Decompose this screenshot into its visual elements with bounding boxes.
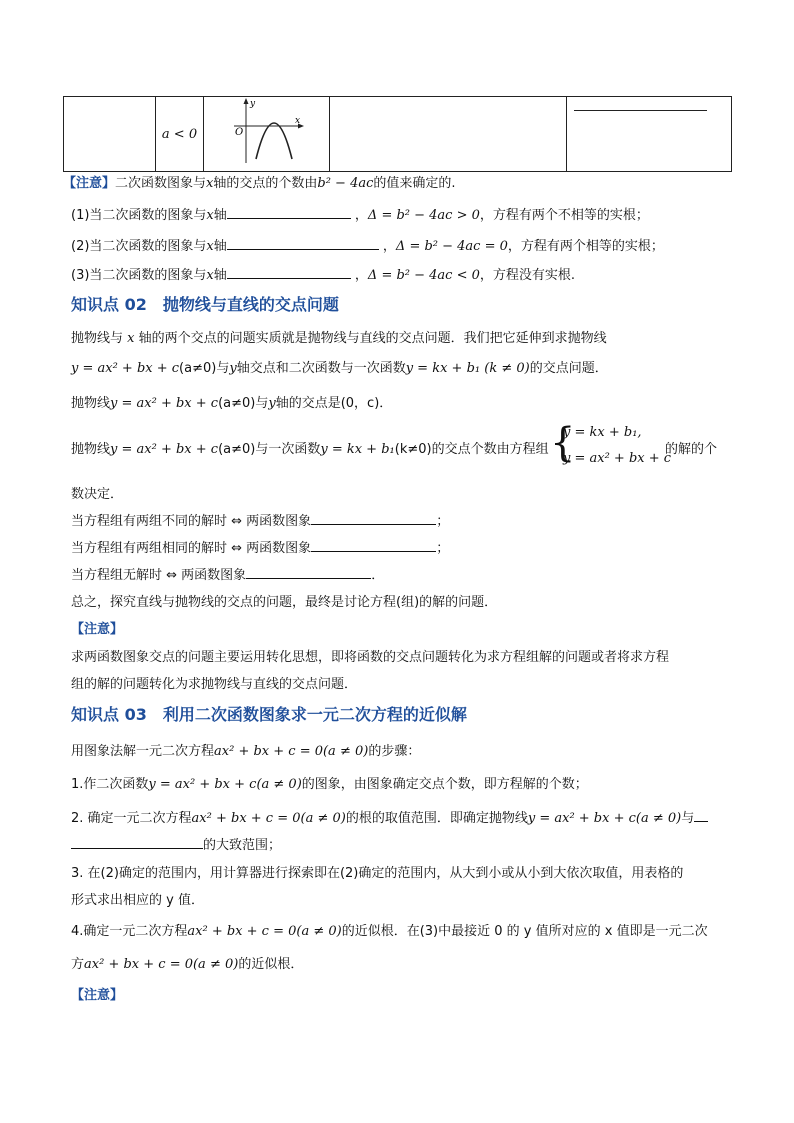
- note-text: 二次函数图象与: [115, 176, 207, 191]
- text: 当方程组无解时: [71, 568, 163, 583]
- text: 当方程组有两组相同的解时: [71, 541, 228, 556]
- text: ；: [436, 514, 450, 529]
- text: 4.确定一元二次方程: [71, 924, 188, 939]
- s3-step-2: [71, 807, 708, 826]
- text: 的根的取值范围．即确定抛物线: [345, 811, 528, 826]
- text: 抛物线与: [71, 331, 124, 346]
- math-x: x: [127, 331, 135, 346]
- note-text: 轴的交点的个数由: [213, 176, 318, 191]
- condition-text: a < 0: [161, 126, 198, 142]
- table-cell-empty: [64, 97, 156, 172]
- fill-blank[interactable]: [694, 809, 708, 822]
- s2-note-line2: 组的解的问题转化为求抛物线与直线的交点问题．: [71, 677, 358, 692]
- s3-step-4-line2: [71, 953, 303, 972]
- system-brace: {: [550, 420, 576, 466]
- quadratic-equation: ax² + bx + c = 0(a ≠ 0): [84, 957, 239, 972]
- case-line-1: (1)当二次函数的图象与x轴 ，Δ = b² − 4ac > 0，方程有两个不相等的实根；: [71, 208, 649, 223]
- text: ．: [371, 568, 385, 583]
- table-cell-answer: [567, 97, 732, 172]
- note-label-2: 【注意】: [71, 622, 124, 637]
- note-text: 的值来确定的.: [373, 176, 456, 191]
- note-label: 【注意】: [63, 176, 116, 191]
- fill-blank[interactable]: [311, 539, 436, 552]
- s2-paragraph-line4: [71, 438, 549, 457]
- s2-line-no-solution: [71, 564, 384, 583]
- case-text: (3)当二次函数的图象与: [71, 268, 207, 283]
- quadratic-eq: y = ax² + bx + c: [110, 396, 219, 411]
- section-3-title: 知识点 03 利用二次函数图象求一元二次方程的近似解: [71, 705, 467, 724]
- text: 当方程组有两组不同的解时: [71, 514, 228, 529]
- note-label-3: 【注意】: [71, 988, 124, 1003]
- downward-parabola-graph: [204, 97, 329, 167]
- s2-paragraph-line3: [71, 392, 392, 411]
- quadratic-eq: y = ax² + bx + c(a ≠ 0): [527, 811, 682, 826]
- text: 的近似根．: [238, 957, 304, 972]
- table-cell-roots: [330, 97, 567, 172]
- parabola-curve: [256, 123, 292, 159]
- fill-blank[interactable]: [227, 206, 351, 219]
- table-cell-condition: [156, 97, 204, 172]
- x-axis-label: x: [295, 116, 301, 126]
- text: 与: [681, 811, 695, 826]
- text: 2. 确定一元二次方程: [71, 811, 192, 826]
- text: 方: [71, 957, 85, 972]
- s3-step-2-cont: [71, 834, 281, 853]
- case-line-3: (3)当二次函数的图象与x轴 ，Δ = b² − 4ac < 0，方程没有实根.: [71, 268, 576, 283]
- text: ⇔ 两函数图象: [166, 568, 247, 583]
- case-text: (1)当二次函数的图象与: [71, 208, 207, 223]
- fill-blank[interactable]: [311, 512, 436, 525]
- fill-blank[interactable]: [71, 836, 203, 849]
- s3-step-4-line1: [71, 920, 708, 939]
- text: 轴的交点是(0，c)．: [275, 396, 393, 411]
- text: (a≠0)与: [218, 396, 269, 411]
- text: 用图象法解一元二次方程: [71, 744, 215, 759]
- discriminant-expr: b² − 4ac: [317, 176, 374, 191]
- s2-note-line1: 求两函数图象交点的问题主要运用转化思想，即将函数的交点问题转化为求方程组解的问题或者将求方程: [71, 650, 670, 665]
- case-text: 轴: [213, 239, 227, 254]
- table-cell-graph: [204, 97, 330, 172]
- quadratic-eq: y = ax² + bx + c(a ≠ 0): [148, 777, 302, 792]
- system-eq-1: y = kx + b₁,: [563, 425, 642, 440]
- text: 的交点问题．: [529, 361, 608, 376]
- text: ⇔ 两函数图象: [231, 541, 312, 556]
- text: 的近似根．在(3)中最接近 0 的 y 值所对应的 x 值即是一元二次: [341, 924, 708, 939]
- case-text: ，方程没有实根.: [479, 268, 576, 283]
- origin-label: O: [235, 127, 244, 138]
- answer-blank: [574, 110, 707, 111]
- text: (k≠0)的交点个数由方程组: [394, 442, 549, 457]
- fill-blank[interactable]: [227, 266, 351, 279]
- y-axis-label: y: [250, 99, 256, 109]
- quadratic-eq: y = ax² + bx + c: [110, 442, 219, 457]
- system-eq-2: y = ax² + bx + c: [563, 451, 672, 466]
- math-x: x: [206, 176, 214, 191]
- math-x: x: [206, 239, 214, 254]
- s3-step-3-line1: 3. 在(2)确定的范围内，用计算器进行探索即在(2)确定的范围内，从大到小或从小到大依次取值，用表格的: [71, 866, 684, 881]
- text: 轴的两个交点的问题实质就是抛物线与直线的交点问题．我们把它延伸到求抛物线: [138, 331, 607, 346]
- s2-text-tail: 的解的个: [665, 442, 718, 457]
- math-x: x: [206, 268, 214, 283]
- fill-blank[interactable]: [246, 566, 371, 579]
- s2-paragraph-line5: 数决定．: [71, 487, 124, 502]
- text: ；: [436, 541, 450, 556]
- delta-expr: Δ = b² − 4ac = 0: [395, 239, 508, 254]
- linear-eq: y = kx + b₁: [320, 442, 395, 457]
- case-text: 轴: [213, 208, 227, 223]
- s2-line-same-solutions: [71, 537, 449, 556]
- quadratic-equation: ax² + bx + c = 0(a ≠ 0): [187, 924, 342, 939]
- note-line: [63, 172, 456, 191]
- case-line-2: (2)当二次函数的图象与x轴 ，Δ = b² − 4ac = 0，方程有两个相等的实根；: [71, 239, 664, 254]
- condition: (k ≠ 0): [484, 361, 530, 376]
- text: 抛物线: [71, 396, 111, 411]
- s3-step-3-line2: 形式求出相应的 y 值．: [71, 893, 204, 908]
- math-y: y: [229, 361, 237, 376]
- text: 轴交点和二次函数与一次函数: [236, 361, 406, 376]
- fill-blank[interactable]: [227, 237, 379, 250]
- s2-line-two-solutions: [71, 510, 449, 529]
- s3-intro: [71, 740, 420, 759]
- text: 的图象，由图象确定交点个数，即方程解的个数；: [301, 777, 588, 792]
- case-text: (2)当二次函数的图象与: [71, 239, 207, 254]
- case-text: 轴: [213, 268, 227, 283]
- text: 的大致范围；: [203, 838, 282, 853]
- s3-step-1: [71, 773, 588, 792]
- s2-paragraph-line1: [71, 327, 607, 346]
- s2-summary: 总之，探究直线与抛物线的交点的问题，最终是讨论方程(组)的解的问题．: [71, 595, 498, 610]
- quadratic-equation: ax² + bx + c = 0(a ≠ 0): [214, 744, 369, 759]
- quadratic-eq: y = ax² + bx + c: [71, 361, 180, 376]
- s2-paragraph-line2: [71, 357, 608, 376]
- text: (a≠0)与一次函数: [218, 442, 321, 457]
- math-y: y: [268, 396, 276, 411]
- section-2-title: 知识点 02 抛物线与直线的交点问题: [71, 295, 339, 314]
- delta-expr: Δ = b² − 4ac < 0: [367, 268, 480, 283]
- case-text: ，方程有两个不相等的实根；: [479, 208, 649, 223]
- text: 抛物线: [71, 442, 111, 457]
- linear-eq: y = kx + b₁: [405, 361, 481, 376]
- case-text: ，方程有两个相等的实根；: [507, 239, 664, 254]
- quadratic-equation: ax² + bx + c = 0(a ≠ 0): [191, 811, 346, 826]
- y-axis-arrow: [244, 98, 249, 104]
- roots-table: [63, 96, 732, 172]
- delta-expr: Δ = b² − 4ac > 0: [367, 208, 480, 223]
- math-x: x: [206, 208, 214, 223]
- text: ⇔ 两函数图象: [231, 514, 312, 529]
- text: 的步骤：: [368, 744, 421, 759]
- text: (a≠0)与: [179, 361, 230, 376]
- text: 1.作二次函数: [71, 777, 149, 792]
